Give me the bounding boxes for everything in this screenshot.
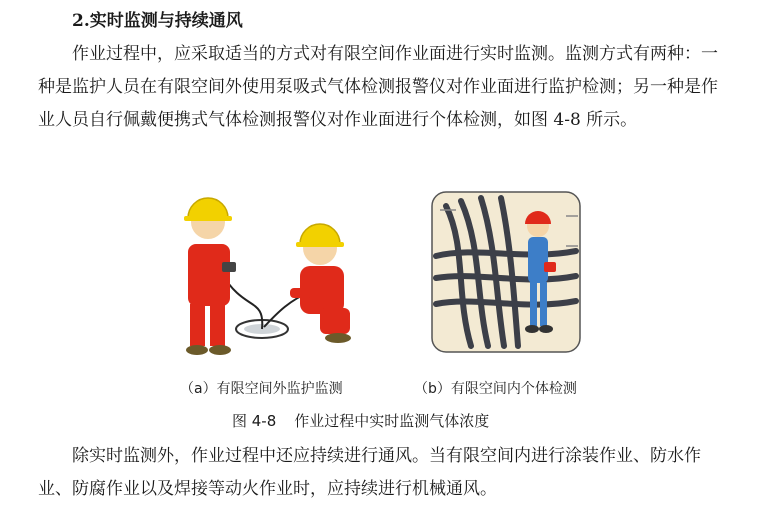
section-heading: 2.实时监测与持续通风 — [72, 11, 243, 31]
caption-b: （b）有限空间内个体检测 — [414, 381, 577, 397]
figure-caption-text: 作业过程中实时监测气体浓度 — [294, 412, 490, 430]
figure-a-illustration — [170, 182, 380, 367]
crouching-worker — [290, 224, 351, 343]
standing-worker — [184, 198, 236, 355]
figure-title — [232, 410, 507, 431]
figure-b-illustration — [426, 186, 586, 361]
figure-number: 图 4-8 — [232, 412, 277, 430]
paragraph-ventilation: 除实时监测外，作业过程中还应持续进行通风。当有限空间内进行涂装作业、防水作业、防腐作业以及焊接等动火作业时，应持续进行机械通风。 — [38, 446, 701, 499]
paragraph-monitoring: 作业过程中，应采取适当的方式对有限空间作业面进行实时监测。监测方式有两种：一种是监护人员在有限空间外使用泵吸式气体检测报警仪对作业面进行监护检测；另一种是作业人员自行佩戴便携式气体检测报警仪对作业面进行个体检测，如图 4-8 所示。 — [38, 44, 718, 130]
caption-a: （a）有限空间外监护监测 — [180, 381, 343, 397]
